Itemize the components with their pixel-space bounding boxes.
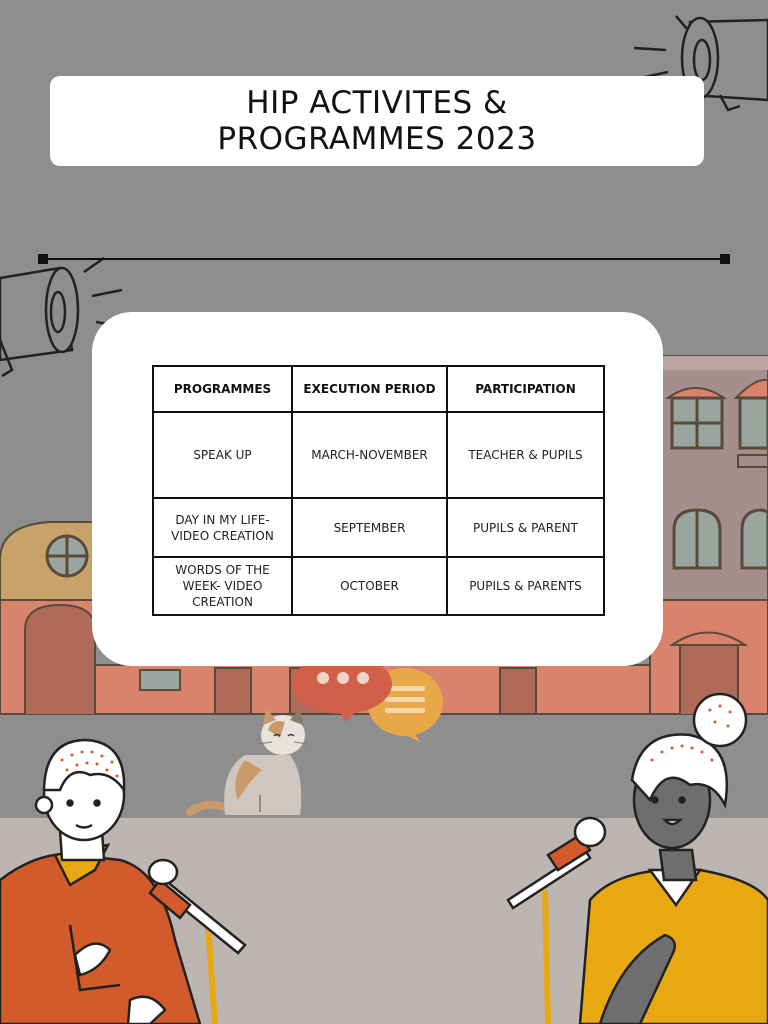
cell-period: OCTOBER xyxy=(292,557,447,615)
header-participation: PARTICIPATION xyxy=(447,366,604,412)
yellow-house xyxy=(0,522,95,714)
page-title-line-1: HIP ACTIVITES & xyxy=(246,85,508,121)
table-card xyxy=(92,312,663,666)
cell-participation: PUPILS & PARENTS xyxy=(447,557,604,615)
programme-table xyxy=(152,365,605,616)
divider-line xyxy=(38,254,730,264)
cell-participation: TEACHER & PUPILS xyxy=(447,412,604,498)
cell-period: MARCH-NOVEMBER xyxy=(292,412,447,498)
pink-building xyxy=(650,356,768,714)
title-card xyxy=(50,76,704,166)
table-row xyxy=(153,498,604,557)
cell-programme: WORDS OF THE WEEK- VIDEO CREATION xyxy=(153,557,292,615)
cell-programme: SPEAK UP xyxy=(153,412,292,498)
header-execution-period: EXECUTION PERIOD xyxy=(292,366,447,412)
table-header-row xyxy=(153,366,604,412)
cell-period: SEPTEMBER xyxy=(292,498,447,557)
table-row xyxy=(153,557,604,615)
header-programmes: PROGRAMMES xyxy=(153,366,292,412)
cell-participation: PUPILS & PARENT xyxy=(447,498,604,557)
cell-programme: DAY IN MY LIFE- VIDEO CREATION xyxy=(153,498,292,557)
page-title-line-2: PROGRAMMES 2023 xyxy=(217,121,537,157)
table-row xyxy=(153,412,604,498)
